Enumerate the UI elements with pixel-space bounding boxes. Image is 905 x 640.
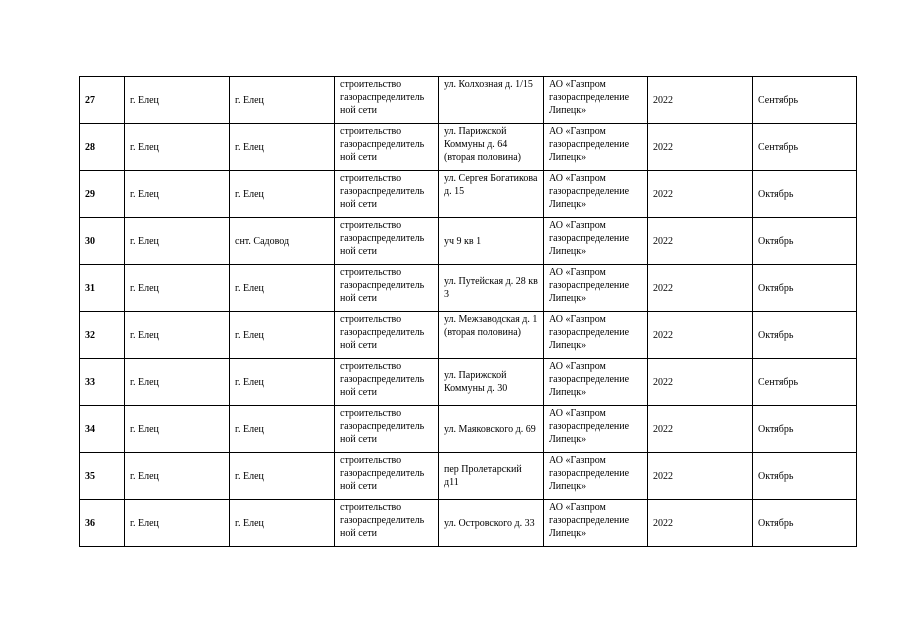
work-type-cell: строительство газораспределитель ной сети — [335, 453, 439, 500]
table-row — [80, 171, 857, 218]
year-cell: 2022 — [648, 312, 753, 359]
year-cell: 2022 — [648, 500, 753, 547]
address-cell: ул. Сергея Богатикова д. 15 — [439, 171, 544, 218]
organization-cell: АО «Газпром газораспределение Липецк» — [544, 312, 648, 359]
locality-cell: г. Елец — [230, 359, 335, 406]
month-cell: Октябрь — [753, 171, 857, 218]
city-cell: г. Елец — [125, 453, 230, 500]
organization-cell: АО «Газпром газораспределение Липецк» — [544, 500, 648, 547]
work-type-cell: строительство газораспределитель ной сети — [335, 312, 439, 359]
city-cell: г. Елец — [125, 265, 230, 312]
organization-cell: АО «Газпром газораспределение Липецк» — [544, 406, 648, 453]
locality-cell: снт. Садовод — [230, 218, 335, 265]
city-cell: г. Елец — [125, 500, 230, 547]
row-number: 28 — [80, 124, 125, 171]
year-cell: 2022 — [648, 265, 753, 312]
address-cell: ул. Парижской Коммуны д. 30 — [439, 359, 544, 406]
organization-cell: АО «Газпром газораспределение Липецк» — [544, 171, 648, 218]
month-cell: Октябрь — [753, 453, 857, 500]
locality-cell: г. Елец — [230, 265, 335, 312]
locality-cell: г. Елец — [230, 124, 335, 171]
year-cell: 2022 — [648, 359, 753, 406]
table-row — [80, 218, 857, 265]
address-cell: ул. Путейская д. 28 кв 3 — [439, 265, 544, 312]
row-number: 30 — [80, 218, 125, 265]
table-row — [80, 406, 857, 453]
table-row — [80, 265, 857, 312]
work-type-cell: строительство газораспределитель ной сети — [335, 265, 439, 312]
address-cell: ул. Парижской Коммуны д. 64 (вторая половина) — [439, 124, 544, 171]
table-row — [80, 124, 857, 171]
table-row — [80, 453, 857, 500]
month-cell: Октябрь — [753, 406, 857, 453]
row-number: 32 — [80, 312, 125, 359]
locality-cell: г. Елец — [230, 171, 335, 218]
row-number: 33 — [80, 359, 125, 406]
table-body — [80, 77, 857, 547]
gas-works-table — [79, 76, 857, 547]
city-cell: г. Елец — [125, 312, 230, 359]
address-cell: ул. Межзаводская д. 1 (вторая половина) — [439, 312, 544, 359]
city-cell: г. Елец — [125, 218, 230, 265]
locality-cell: г. Елец — [230, 500, 335, 547]
table-row — [80, 312, 857, 359]
year-cell: 2022 — [648, 124, 753, 171]
address-cell: ул. Маяковского д. 69 — [439, 406, 544, 453]
row-number: 27 — [80, 77, 125, 124]
work-type-cell: строительство газораспределитель ной сети — [335, 77, 439, 124]
work-type-cell: строительство газораспределитель ной сети — [335, 171, 439, 218]
city-cell: г. Елец — [125, 124, 230, 171]
organization-cell: АО «Газпром газораспределение Липецк» — [544, 265, 648, 312]
organization-cell: АО «Газпром газораспределение Липецк» — [544, 359, 648, 406]
address-cell: уч 9 кв 1 — [439, 218, 544, 265]
address-cell: ул. Колхозная д. 1/15 — [439, 77, 544, 124]
month-cell: Октябрь — [753, 500, 857, 547]
row-number: 34 — [80, 406, 125, 453]
year-cell: 2022 — [648, 171, 753, 218]
month-cell: Сентябрь — [753, 77, 857, 124]
address-cell: пер Пролетарский д11 — [439, 453, 544, 500]
year-cell: 2022 — [648, 453, 753, 500]
work-type-cell: строительство газораспределитель ной сети — [335, 406, 439, 453]
city-cell: г. Елец — [125, 77, 230, 124]
year-cell: 2022 — [648, 77, 753, 124]
work-type-cell: строительство газораспределитель ной сети — [335, 500, 439, 547]
organization-cell: АО «Газпром газораспределение Липецк» — [544, 453, 648, 500]
organization-cell: АО «Газпром газораспределение Липецк» — [544, 218, 648, 265]
work-type-cell: строительство газораспределитель ной сети — [335, 124, 439, 171]
locality-cell: г. Елец — [230, 77, 335, 124]
organization-cell: АО «Газпром газораспределение Липецк» — [544, 77, 648, 124]
year-cell: 2022 — [648, 406, 753, 453]
table-row — [80, 77, 857, 124]
table-row — [80, 500, 857, 547]
month-cell: Октябрь — [753, 265, 857, 312]
locality-cell: г. Елец — [230, 406, 335, 453]
row-number: 29 — [80, 171, 125, 218]
month-cell: Сентябрь — [753, 359, 857, 406]
locality-cell: г. Елец — [230, 312, 335, 359]
address-cell: ул. Островского д. 33 — [439, 500, 544, 547]
row-number: 31 — [80, 265, 125, 312]
year-cell: 2022 — [648, 218, 753, 265]
document-table-container — [79, 76, 857, 547]
month-cell: Сентябрь — [753, 124, 857, 171]
work-type-cell: строительство газораспределитель ной сети — [335, 218, 439, 265]
row-number: 35 — [80, 453, 125, 500]
row-number: 36 — [80, 500, 125, 547]
organization-cell: АО «Газпром газораспределение Липецк» — [544, 124, 648, 171]
city-cell: г. Елец — [125, 171, 230, 218]
city-cell: г. Елец — [125, 406, 230, 453]
locality-cell: г. Елец — [230, 453, 335, 500]
work-type-cell: строительство газораспределитель ной сети — [335, 359, 439, 406]
month-cell: Октябрь — [753, 218, 857, 265]
month-cell: Октябрь — [753, 312, 857, 359]
table-row — [80, 359, 857, 406]
city-cell: г. Елец — [125, 359, 230, 406]
